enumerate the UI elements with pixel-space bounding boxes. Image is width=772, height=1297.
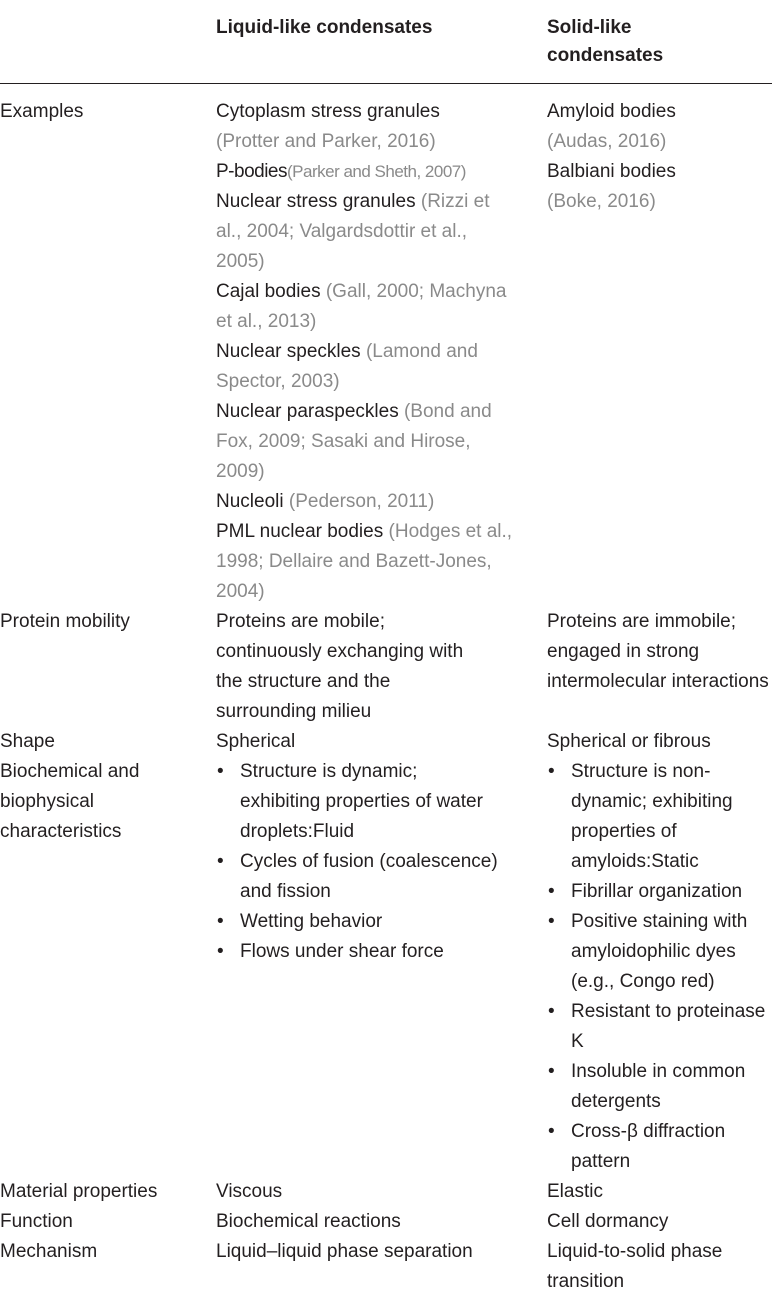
example-ref: (Audas, 2016)	[547, 131, 667, 152]
material-label: Material properties	[0, 1181, 158, 1202]
characteristics-label: Biochemical and biophysical characteristics	[0, 761, 140, 842]
material-solid: Elastic	[547, 1181, 603, 1202]
mobility-liquid: Proteins are mobile; continuously exchanging with the structure and the surrounding milieu	[216, 611, 464, 722]
mechanism-solid: Liquid-to-solid phase transition	[547, 1241, 723, 1292]
function-liquid: Biochemical reactions	[216, 1211, 401, 1232]
header-liquid: Liquid-like condensates	[216, 17, 433, 38]
list-item: • Structure is non-dynamic; exhibiting properties of amyloids:Static	[547, 757, 772, 877]
example-item: Cajal bodies (Gall, 2000; Machyna et al., 2013)	[216, 281, 507, 332]
example-item: PML nuclear bodies (Hodges et al., 1998; Dellaire and Bazett-Jones, 2004)	[216, 521, 513, 602]
function-solid: Cell dormancy	[547, 1211, 669, 1232]
example-item: Amyloid bodies (Audas, 2016)	[547, 101, 676, 152]
list-item: • Fibrillar organization	[547, 877, 772, 907]
example-item: Cytoplasm stress granules (Protter and Parker, 2016)	[216, 101, 440, 152]
list-item: • Insoluble in common detergents	[547, 1057, 772, 1117]
example-ref: (Protter and Parker, 2016)	[216, 131, 436, 152]
example-item: P-bodies(Parker and Sheth, 2007)	[216, 161, 466, 182]
example-ref: (Lamond and Spector, 2003)	[216, 341, 478, 392]
characteristics-liquid	[216, 757, 498, 967]
list-item: • Cycles of fusion (coalescence) and fission	[216, 847, 498, 907]
example-ref: (Parker and Sheth, 2007)	[287, 162, 466, 181]
list-item: • Structure is dynamic; exhibiting properties of water droplets:Fluid	[216, 757, 498, 847]
examples-solid	[547, 97, 772, 217]
shape-label: Shape	[0, 731, 55, 752]
example-ref: (Gall, 2000; Machyna et al., 2013)	[216, 281, 507, 332]
shape-liquid: Spherical	[216, 731, 296, 752]
examples-liquid	[216, 97, 516, 607]
header-solid-line2: condensates	[547, 45, 664, 66]
list-item: • Wetting behavior	[216, 907, 498, 937]
mobility-solid: Proteins are immobile; engaged in strong intermolecular interactions	[547, 611, 769, 692]
example-item: Balbiani bodies (Boke, 2016)	[547, 161, 676, 212]
example-ref: (Rizzi et al., 2004; Valgardsdottir et al., 2005)	[216, 191, 490, 272]
list-item: • Flows under shear force	[216, 937, 498, 967]
example-item: Nuclear speckles (Lamond and Spector, 2003)	[216, 341, 478, 392]
mechanism-label: Mechanism	[0, 1241, 98, 1262]
mechanism-liquid: Liquid–liquid phase separation	[216, 1241, 473, 1262]
example-ref: (Boke, 2016)	[547, 191, 656, 212]
example-ref: (Pederson, 2011)	[288, 491, 435, 512]
characteristics-solid	[547, 757, 772, 1177]
list-item: • Positive staining with amyloidophilic dyes (e.g., Congo red)	[547, 907, 772, 997]
example-item: Nuclear paraspeckles (Bond and Fox, 2009; Sasaki and Hirose, 2009)	[216, 401, 492, 482]
function-label: Function	[0, 1211, 73, 1232]
example-item: Nuclear stress granules (Rizzi et al., 2004; Valgardsdottir et al., 2005)	[216, 191, 490, 272]
header-solid-line1: Solid-like	[547, 17, 632, 38]
list-item: • Cross-β diffraction pattern	[547, 1117, 772, 1177]
example-item: Nucleoli (Pederson, 2011)	[216, 491, 435, 512]
header-solid	[547, 14, 663, 70]
header-rule	[0, 83, 772, 84]
list-item: • Resistant to proteinase K	[547, 997, 772, 1057]
mobility-label: Protein mobility	[0, 611, 130, 632]
shape-solid: Spherical or fibrous	[547, 731, 711, 752]
example-ref: (Hodges et al., 1998; Dellaire and Bazett-Jones, 2004)	[216, 521, 513, 602]
material-liquid: Viscous	[216, 1181, 283, 1202]
examples-label: Examples	[0, 101, 84, 122]
example-ref: (Bond and Fox, 2009; Sasaki and Hirose, 2009)	[216, 401, 492, 482]
